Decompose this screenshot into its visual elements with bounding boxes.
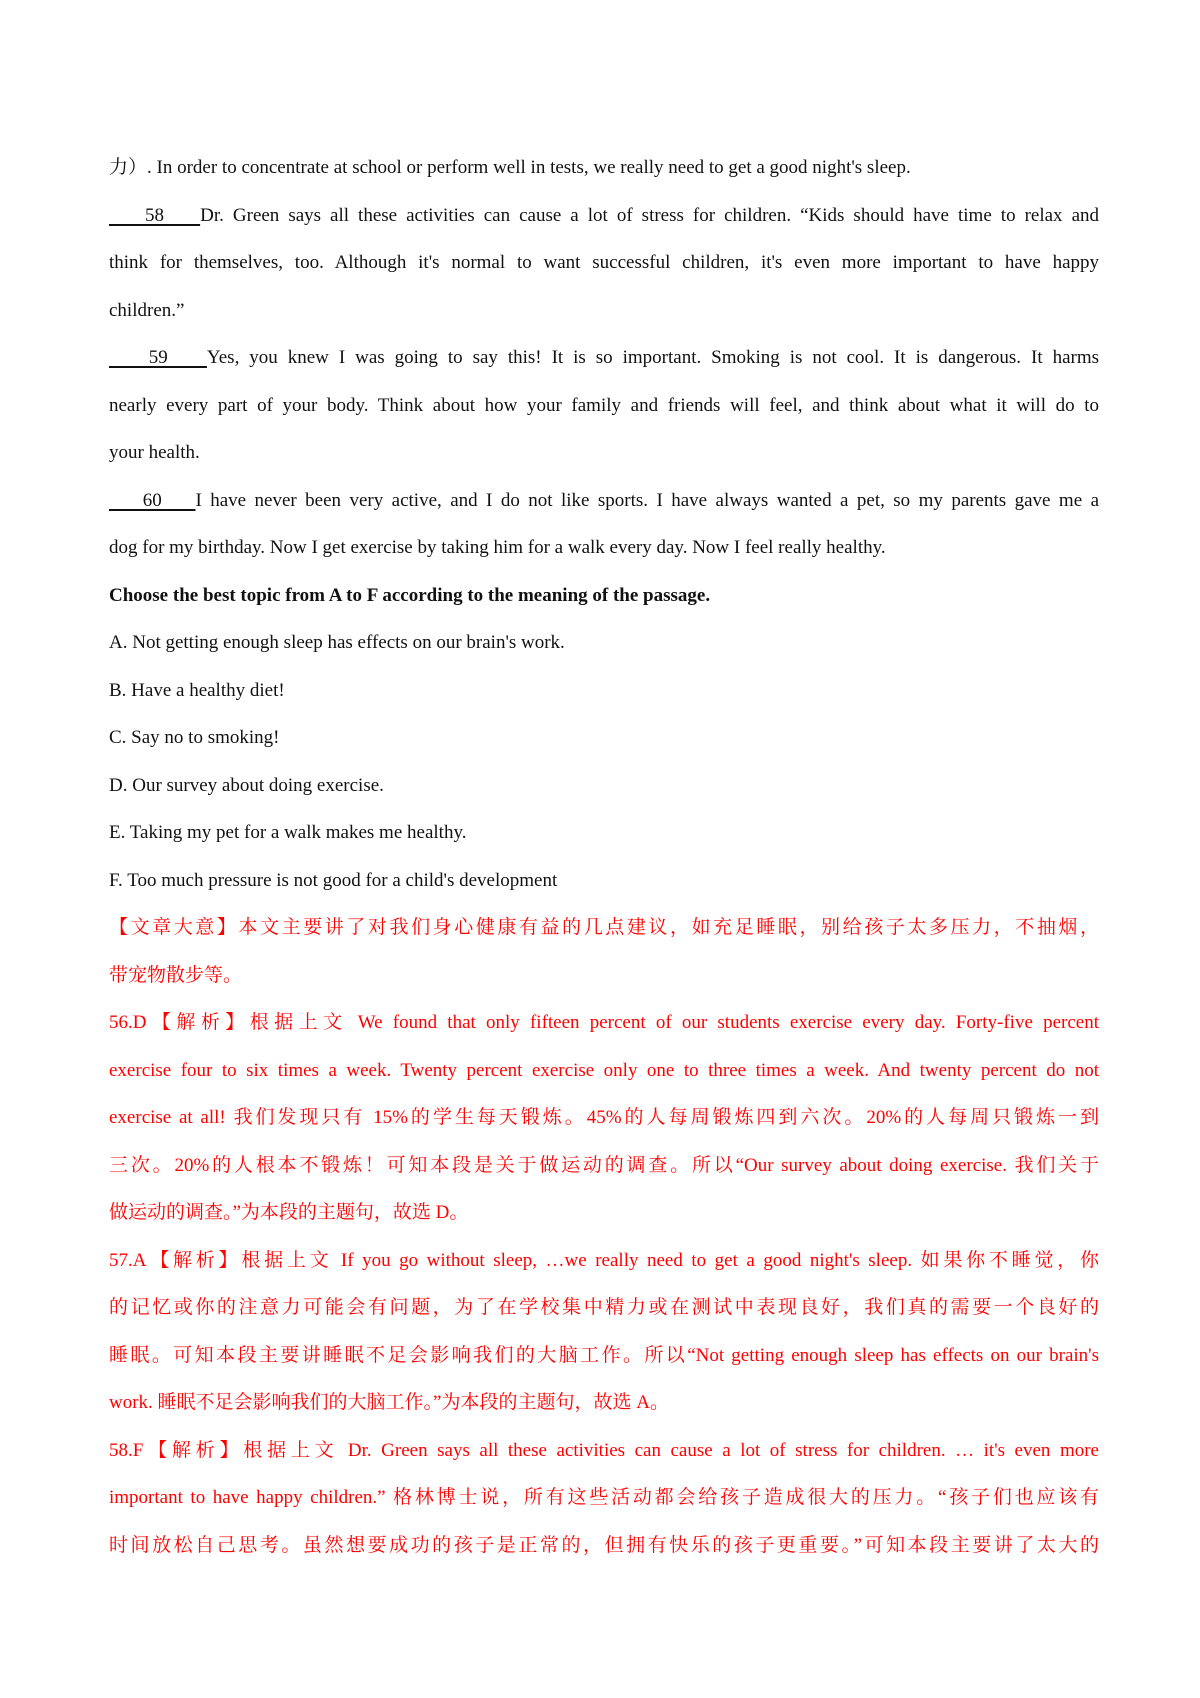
- passage-p57-tail: 力）. In order to concentrate at school or perform well in tests, we really need to get a good night's sleep.: [109, 157, 911, 178]
- document-page: [109, 144, 1099, 1569]
- analysis-57-line3: 睡眠。可知本段主要讲睡眠不足会影响我们的大脑工作。所以“Not getting enough sleep has effects on our brain's: [109, 1344, 1099, 1366]
- passage-text: I have never been very active, and I do not like sports. I have always wanted a pet, so my parents gave me a: [195, 489, 1099, 511]
- option-a: A. Not getting enough sleep has effects on our brain's work.: [109, 632, 565, 653]
- passage-p60-line1: [109, 477, 1099, 525]
- analysis-56-line4: 三次。20%的人根本不锻炼！可知本段是关于做运动的调查。所以“Our survey about doing exercise. 我们关于: [109, 1154, 1099, 1176]
- analysis-58-line2: important to have happy children.” 格林博士说，所有这些活动都会给孩子造成很大的压力。“孩子们也应该有: [109, 1487, 1099, 1508]
- passage-p59-line2: nearly every part of your body. Think about how your family and friends will feel, and think about what it will do to: [109, 394, 1099, 416]
- question-instruction: Choose the best topic from A to F according to the meaning of the passage.: [109, 584, 711, 606]
- passage-p60-line2: dog for my birthday. Now I get exercise by taking him for a walk every day. Now I feel really healthy.: [109, 537, 886, 558]
- analysis-57-line2: 的记忆或你的注意力可能会有问题，为了在学校集中精力或在测试中表现良好，我们真的需要一个良好的: [109, 1297, 1099, 1318]
- option-c: C. Say no to smoking!: [109, 727, 280, 748]
- option-d: D. Our survey about doing exercise.: [109, 774, 384, 796]
- analysis-56-line5: 做运动的调查。”为本段的主题句，故选 D。: [109, 1202, 469, 1223]
- analysis-56-line3: exercise at all! 我们发现只有 15%的学生每天锻炼。45%的人每周锻炼四到六次。20%的人每周只锻炼一到: [109, 1107, 1099, 1128]
- passage-p59-line1: [109, 334, 1099, 382]
- analysis-summary-line2: 带宠物散步等。: [109, 964, 243, 986]
- passage-text: Yes, you knew I was going to say this! It is so important. Smoking is not cool. It is dangerous. It harms: [206, 347, 1099, 368]
- analysis-57-line4: work. 睡眠不足会影响我们的大脑工作。”为本段的主题句，故选 A。: [109, 1392, 669, 1413]
- passage-p58-line1: [109, 192, 1099, 240]
- blank-60[interactable]: 60: [109, 489, 196, 511]
- passage-p58-line2: think for themselves, too. Although it's normal to want successful children, it's even more important to have happy: [109, 252, 1099, 273]
- analysis-56-line2: exercise four to six times a week. Twenty percent exercise only one to three times a week. And twenty percent do not: [109, 1059, 1099, 1081]
- analysis-57-line1: 57.A【解析】根据上文 If you go without sleep, …we really need to get a good night's sleep. 如果你不睡觉，你: [109, 1249, 1099, 1271]
- passage-p58-line3: children.”: [109, 299, 185, 321]
- analysis-58-line1: 58.F【解析】根据上文 Dr. Green says all these activities can cause a lot of stress for children. … it's even more: [109, 1439, 1099, 1461]
- option-b: B. Have a healthy diet!: [109, 679, 285, 701]
- passage-text: Dr. Green says all these activities can cause a lot of stress for children. “Kids should have time to relax and: [200, 204, 1100, 226]
- analysis-58-line3: 时间放松自己思考。虽然想要成功的孩子是正常的，但拥有快乐的孩子更重要。”可知本段主要讲了太大的: [109, 1534, 1099, 1556]
- option-f: F. Too much pressure is not good for a child's development: [109, 869, 558, 891]
- blank-58[interactable]: 58: [109, 204, 201, 226]
- analysis-56-line1: 56.D【解析】根据上文 We found that only fifteen percent of our students exercise every day. Forty-five percent: [109, 1012, 1099, 1033]
- blank-59[interactable]: 59: [109, 347, 207, 368]
- option-e: E. Taking my pet for a walk makes me healthy.: [109, 822, 467, 843]
- passage-p59-line3: your health.: [109, 442, 200, 463]
- analysis-summary-line1: 【文章大意】本文主要讲了对我们身心健康有益的几点建议，如充足睡眠，别给孩子太多压力，不抽烟，: [109, 917, 1099, 938]
